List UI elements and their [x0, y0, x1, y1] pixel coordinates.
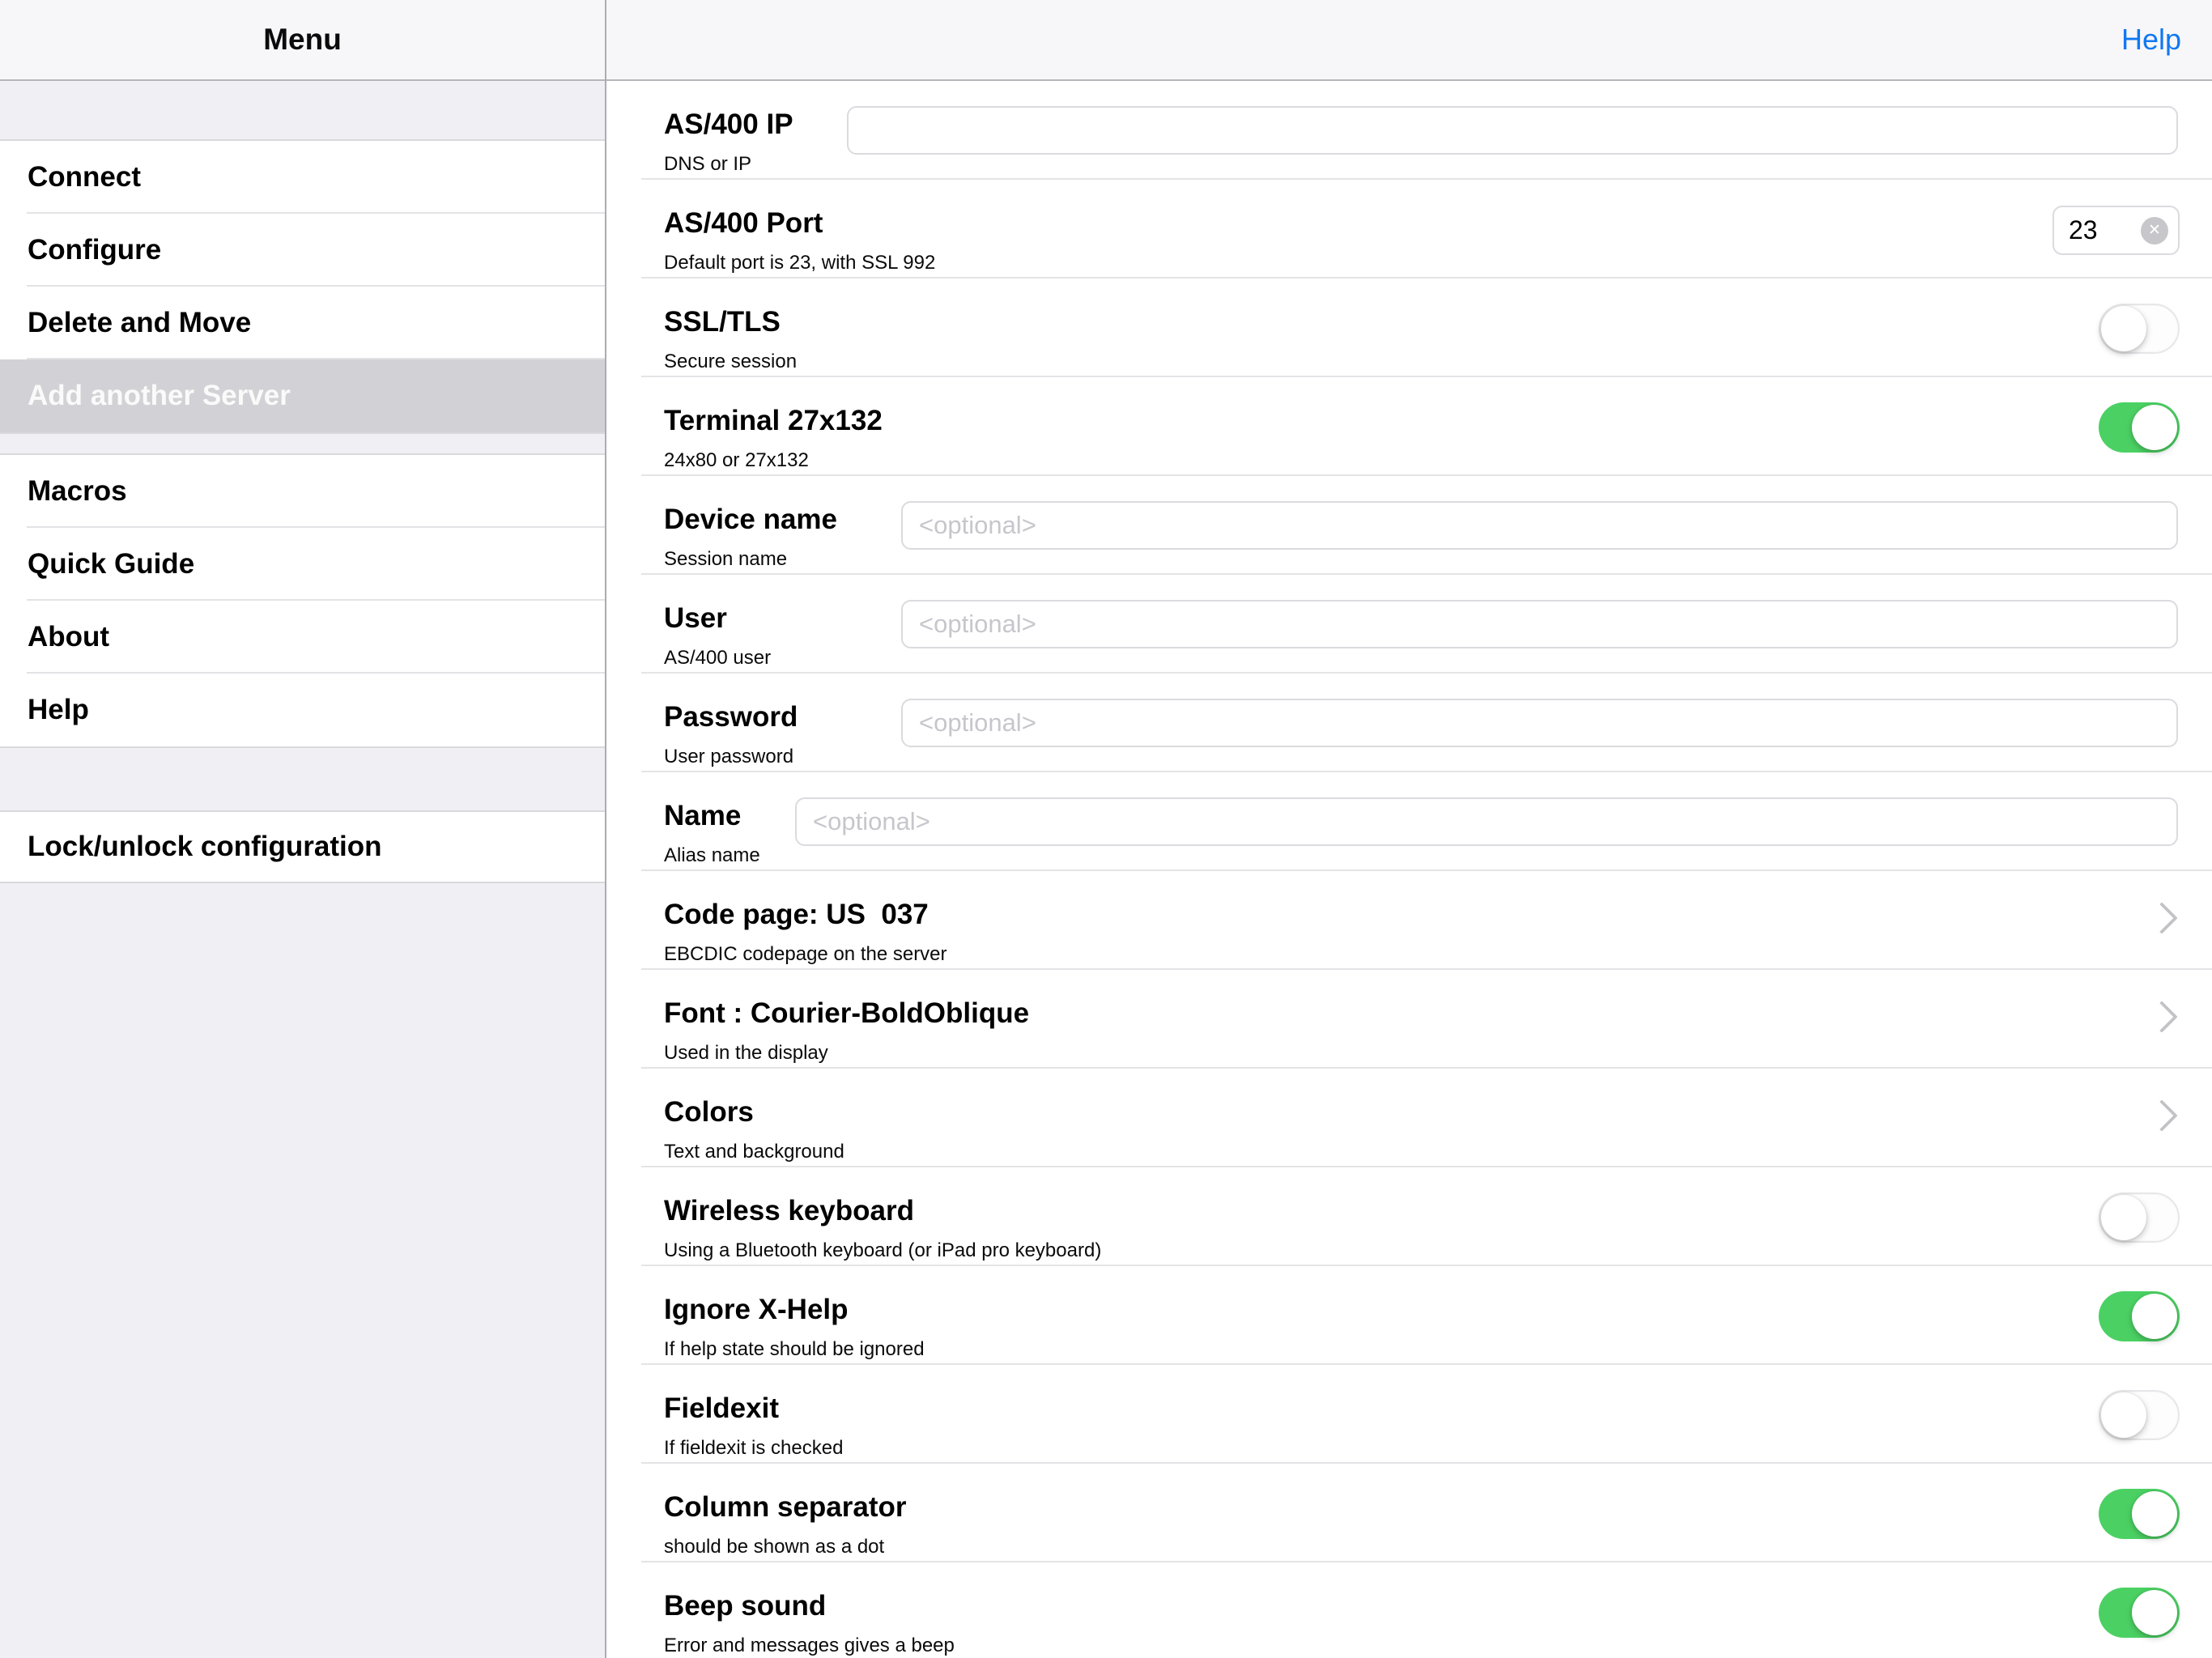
setting-title: Terminal 27x132	[664, 405, 883, 436]
setting-title: AS/400 Port	[664, 207, 823, 239]
setting-subtitle: Error and messages gives a beep	[664, 1635, 955, 1656]
sidebar-section-gap	[0, 748, 605, 810]
sidebar-empty-area	[0, 883, 605, 1658]
setting-title: SSL/TLS	[664, 306, 781, 338]
setting-subtitle: 24x80 or 27x132	[664, 449, 809, 471]
setting-title: Wireless keyboard	[664, 1195, 915, 1226]
setting-row-as400-ip	[606, 81, 2212, 180]
fieldexit-toggle[interactable]	[2099, 1390, 2180, 1440]
sidebar-item-lock-unlock-configuration[interactable]: Lock/unlock configuration	[0, 812, 605, 882]
setting-row-name	[606, 772, 2212, 871]
user-input[interactable]	[901, 600, 2178, 648]
setting-row-device-name	[606, 476, 2212, 575]
setting-title: Name	[664, 800, 742, 831]
setting-title: User	[664, 602, 727, 634]
toggle-knob	[2101, 306, 2146, 351]
settings-panel	[606, 0, 2212, 1658]
setting-title: Fieldexit	[664, 1392, 779, 1424]
setting-subtitle: Secure session	[664, 351, 798, 372]
settings-list	[606, 81, 2212, 1658]
wireless-keyboard-toggle[interactable]	[2099, 1192, 2180, 1243]
sidebar-item-help[interactable]: Help	[0, 674, 605, 746]
as400-ip-input[interactable]	[847, 106, 2178, 155]
toggle-knob	[2132, 1491, 2177, 1537]
setting-subtitle: AS/400 user	[664, 647, 772, 669]
beep-sound-toggle[interactable]	[2099, 1588, 2180, 1638]
as400-port-input[interactable]	[2054, 215, 2127, 246]
sidebar-item-quick-guide[interactable]: Quick Guide	[0, 528, 605, 601]
setting-row-column-separator	[606, 1464, 2212, 1562]
ssl-tls-toggle[interactable]	[2099, 304, 2180, 354]
setting-row-fieldexit	[606, 1365, 2212, 1464]
setting-subtitle: should be shown as a dot	[664, 1536, 885, 1558]
menu-title: Menu	[263, 23, 342, 56]
setting-title: Device name	[664, 504, 838, 535]
sidebar-item-macros[interactable]: Macros	[0, 455, 605, 528]
setting-subtitle: Using a Bluetooth keyboard (or iPad pro keyboard)	[664, 1239, 1102, 1261]
sidebar-group-tools	[0, 453, 605, 748]
toggle-knob	[2132, 405, 2177, 450]
toggle-knob	[2101, 1392, 2146, 1438]
setting-row-ignore-x-help	[606, 1266, 2212, 1365]
ignore-x-help-toggle[interactable]	[2099, 1291, 2180, 1341]
setting-row-code-page[interactable]	[606, 871, 2212, 970]
setting-subtitle: If help state should be ignored	[664, 1338, 925, 1360]
setting-title: Font : Courier-BoldOblique	[664, 997, 1030, 1029]
sidebar-item-delete-and-move[interactable]: Delete and Move	[0, 287, 605, 359]
device-name-input[interactable]	[901, 501, 2178, 550]
setting-row-terminal-27x132	[606, 377, 2212, 476]
toggle-knob	[2132, 1294, 2177, 1339]
sidebar-item-configure[interactable]: Configure	[0, 214, 605, 287]
sidebar-section-gap	[0, 434, 605, 453]
setting-title: Column separator	[664, 1491, 907, 1523]
setting-title: Beep sound	[664, 1590, 827, 1622]
setting-row-colors[interactable]	[606, 1069, 2212, 1167]
setting-title: Password	[664, 701, 798, 733]
help-link[interactable]: Help	[2121, 23, 2181, 56]
sidebar-item-connect[interactable]: Connect	[0, 141, 605, 214]
setting-subtitle: DNS or IP	[664, 153, 752, 175]
as400-port-field	[2052, 206, 2180, 255]
setting-subtitle: User password	[664, 746, 794, 767]
setting-title: Ignore X-Help	[664, 1294, 849, 1325]
circle-x-icon[interactable]: ✕	[2141, 217, 2168, 244]
toggle-knob	[2101, 1195, 2146, 1240]
setting-subtitle: Used in the display	[664, 1042, 828, 1064]
setting-title: AS/400 IP	[664, 108, 793, 140]
setting-title: Colors	[664, 1096, 754, 1128]
setting-row-font[interactable]	[606, 970, 2212, 1069]
sidebar-header	[0, 0, 605, 81]
sidebar	[0, 0, 606, 1658]
setting-row-user	[606, 575, 2212, 674]
setting-subtitle: Default port is 23, with SSL 992	[664, 252, 936, 274]
password-input[interactable]	[901, 699, 2178, 747]
setting-row-beep-sound	[606, 1562, 2212, 1658]
sidebar-group-server	[0, 139, 605, 434]
sidebar-item-about[interactable]: About	[0, 601, 605, 674]
setting-subtitle: EBCDIC codepage on the server	[664, 943, 947, 965]
setting-row-password	[606, 674, 2212, 772]
setting-title: Code page: US 037	[664, 899, 929, 930]
setting-subtitle: Alias name	[664, 844, 760, 866]
name-input[interactable]	[795, 797, 2178, 846]
setting-subtitle: If fieldexit is checked	[664, 1437, 844, 1459]
toggle-knob	[2132, 1590, 2177, 1635]
sidebar-item-add-another-server[interactable]: Add another Server	[0, 359, 605, 432]
sidebar-section-gap	[0, 81, 605, 139]
sidebar-group-lock	[0, 810, 605, 883]
settings-header	[606, 0, 2212, 81]
setting-row-ssl-tls	[606, 278, 2212, 377]
setting-row-wireless-keyboard	[606, 1167, 2212, 1266]
column-separator-toggle[interactable]	[2099, 1489, 2180, 1539]
terminal-27x132-toggle[interactable]	[2099, 402, 2180, 453]
setting-subtitle: Text and background	[664, 1141, 844, 1163]
setting-row-as400-port	[606, 180, 2212, 278]
setting-subtitle: Session name	[664, 548, 788, 570]
